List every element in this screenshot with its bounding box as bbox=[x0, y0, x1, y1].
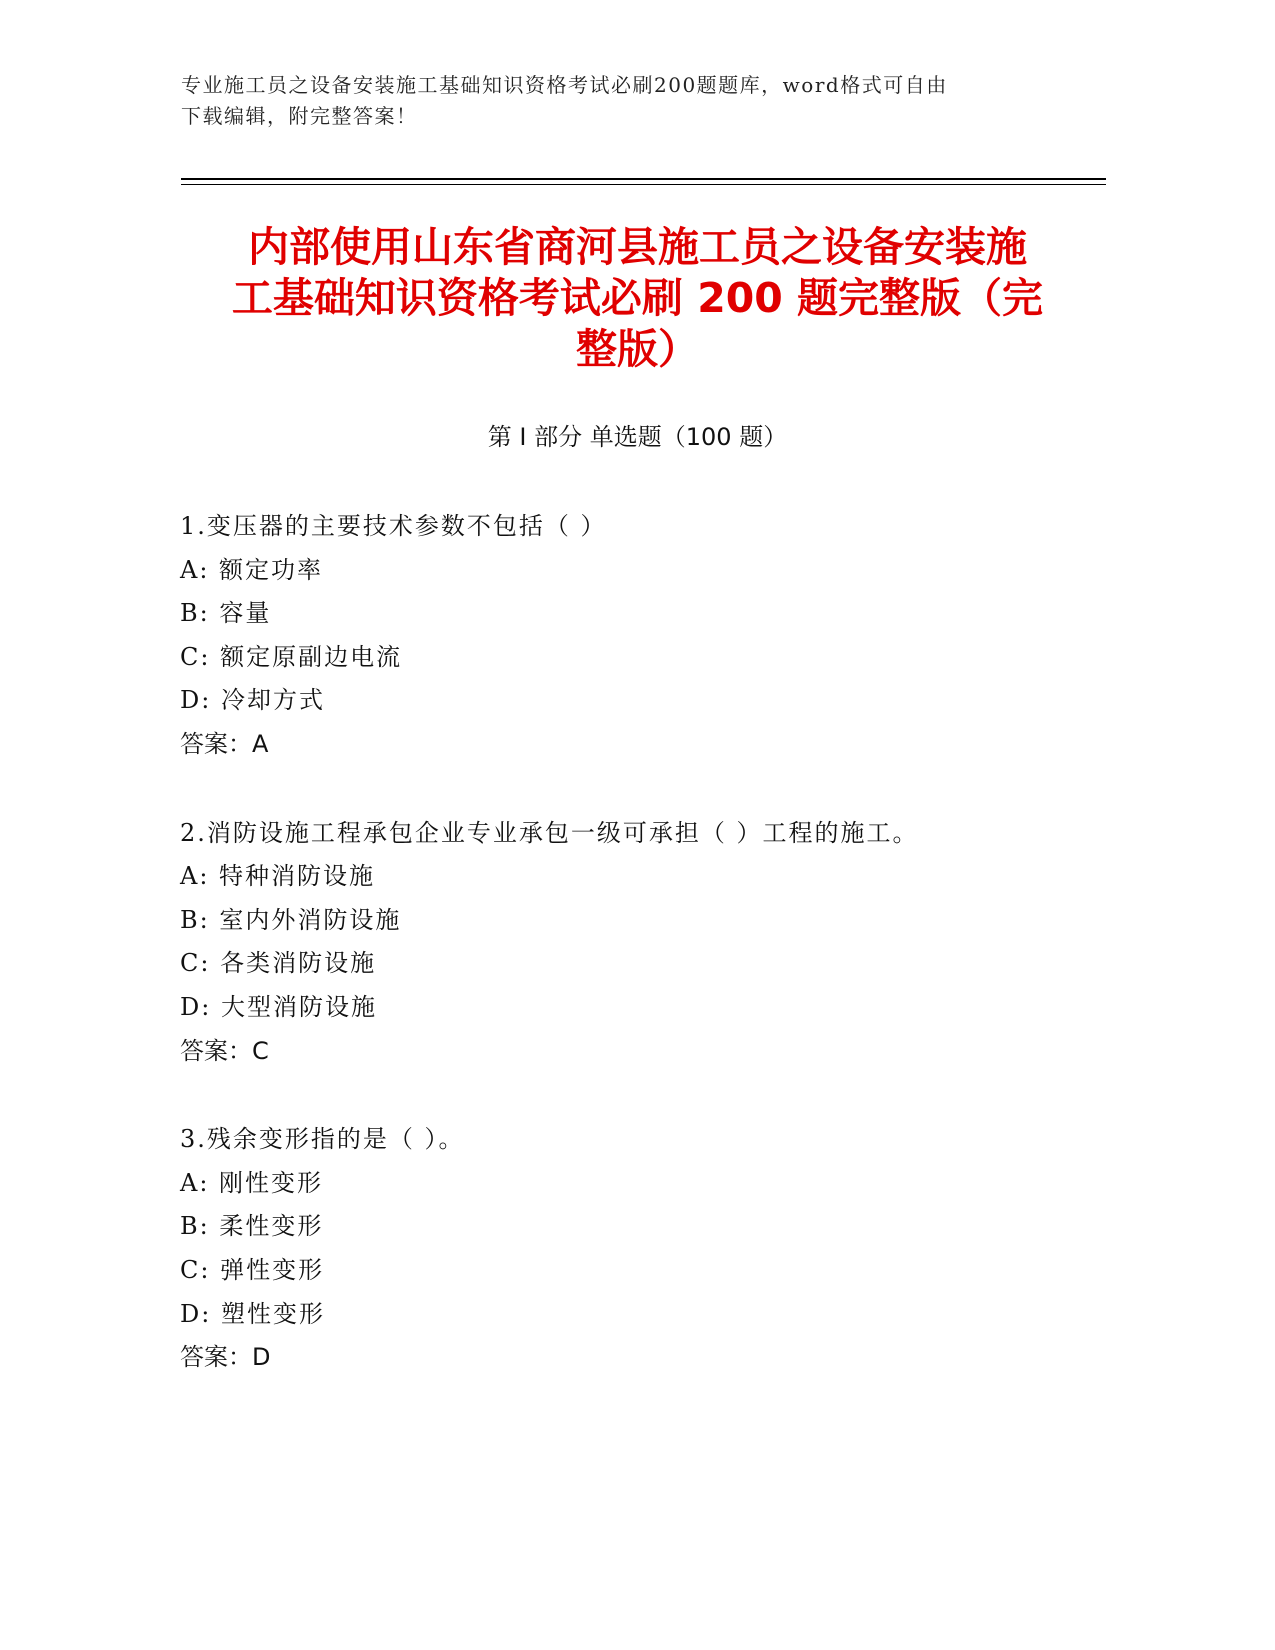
option-d: D: 塑性变形 bbox=[180, 1299, 325, 1328]
question-stem: 2.消防设施工程承包企业专业承包一级可承担（ ）工程的施工。 bbox=[180, 818, 919, 847]
document-title bbox=[160, 222, 1115, 375]
header-divider-thin bbox=[181, 184, 1106, 185]
header-divider-thick bbox=[181, 178, 1106, 180]
title-line-2: 工基础知识资格考试必刷 200 题完整版（完 bbox=[231, 274, 1044, 322]
answer-line: 答案：A bbox=[180, 729, 269, 758]
option-c: C: 弹性变形 bbox=[180, 1255, 325, 1284]
intro-line-1: 专业施工员之设备安装施工基础知识资格考试必刷200题题库，word格式可自由 bbox=[181, 73, 948, 97]
option-d: D: 大型消防设施 bbox=[180, 992, 377, 1021]
option-c: C: 额定原副边电流 bbox=[180, 642, 403, 671]
question-stem: 1.变压器的主要技术参数不包括（ ） bbox=[180, 512, 607, 540]
option-a: A: 特种消防设施 bbox=[180, 862, 376, 891]
question-item bbox=[180, 812, 1100, 1074]
option-c: C: 各类消防设施 bbox=[180, 949, 377, 978]
answer-line: 答案：C bbox=[180, 1036, 269, 1065]
option-d: D: 冷却方式 bbox=[180, 686, 325, 715]
option-b: B: 室内外消防设施 bbox=[180, 905, 402, 934]
option-b: B: 容量 bbox=[180, 599, 272, 628]
option-a: A: 刚性变形 bbox=[180, 1168, 324, 1197]
question-item bbox=[180, 1118, 1100, 1380]
document-intro bbox=[181, 70, 1041, 132]
section-title: 第 I 部分 单选题（100 题） bbox=[487, 423, 788, 451]
option-a: A: 额定功率 bbox=[180, 555, 324, 584]
question-item bbox=[180, 505, 1100, 767]
option-b: B: 柔性变形 bbox=[180, 1212, 324, 1241]
title-line-3: 整版） bbox=[576, 325, 699, 373]
question-list bbox=[180, 505, 1100, 1425]
question-stem: 3.残余变形指的是（ ）。 bbox=[180, 1125, 465, 1154]
answer-line: 答案：D bbox=[180, 1343, 271, 1372]
title-line-1: 内部使用山东省商河县施工员之设备安装施 bbox=[248, 223, 1027, 271]
intro-line-2: 下载编辑，附完整答案！ bbox=[181, 104, 418, 128]
